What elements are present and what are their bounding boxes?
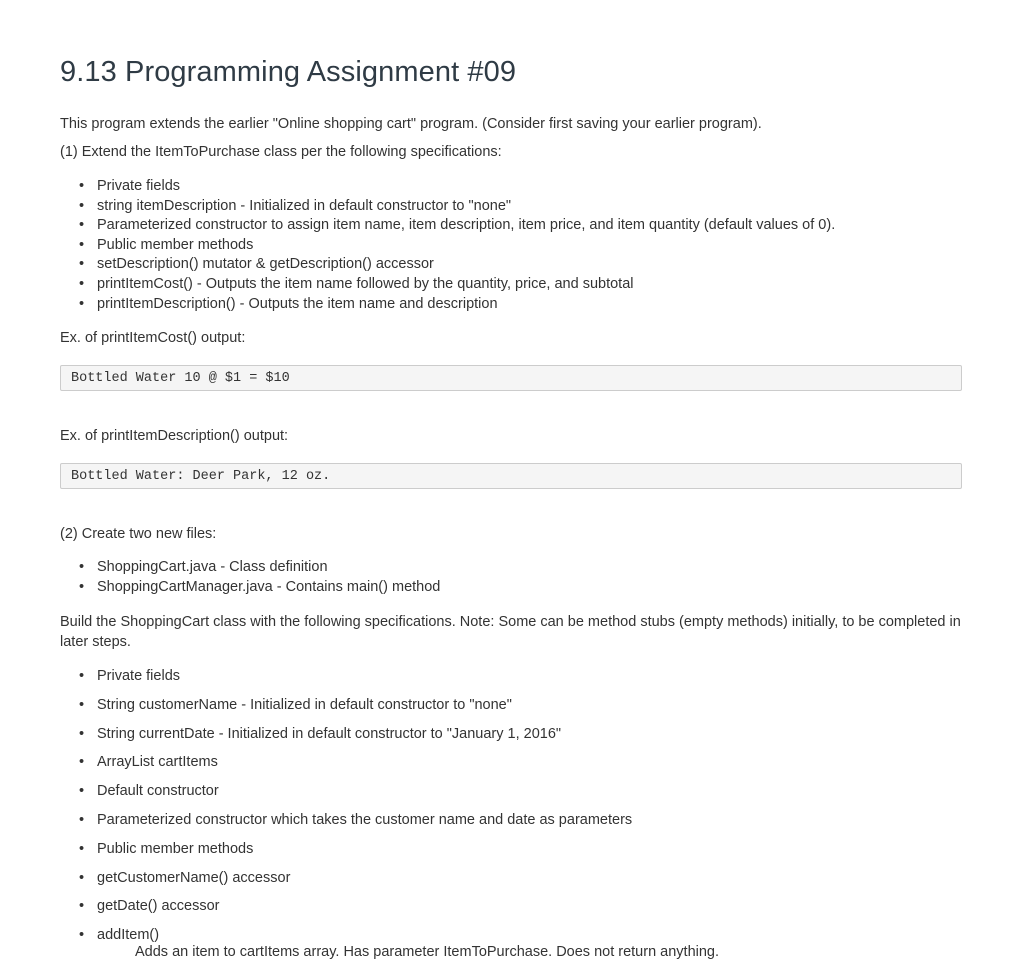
list-item: • String currentDate - Initialized in default constructor to "January 1, 2016": [60, 724, 964, 753]
list-item: • Private fields: [60, 666, 964, 695]
list-item: • ShoppingCartManager.java - Contains main() method: [60, 578, 964, 598]
intro-paragraph: This program extends the earlier "Online shopping cart" program. (Consider first saving your earlier program).: [60, 116, 762, 132]
list-item: • string itemDescription - Initialized in default constructor to "none": [60, 197, 964, 217]
list-item: • ArrayList cartItems: [60, 752, 964, 781]
build-paragraph: Build the ShoppingCart class with the following specifications. Note: Some can be method stubs (empty methods) initially, to be completed in later steps.: [60, 614, 961, 650]
list-item: • Public member methods: [60, 839, 964, 868]
example1-label: Ex. of printItemCost() output:: [60, 330, 246, 346]
page-title: 9.13 Programming Assignment #09: [60, 56, 517, 88]
list-item: • setDescription() mutator & getDescription() accessor: [60, 255, 964, 275]
list-item: • Parameterized constructor to assign item name, item description, item price, and item quantity (default values of 0).: [60, 216, 964, 236]
step2-file-list: [60, 558, 964, 597]
list-item: • ShoppingCart.java - Class definition: [60, 558, 964, 578]
list-item: • Parameterized constructor which takes the customer name and date as parameters: [60, 810, 964, 839]
example2-label: Ex. of printItemDescription() output:: [60, 428, 289, 444]
example2-code-block: Bottled Water: Deer Park, 12 oz.: [60, 463, 962, 489]
cut-off-sub-item: Adds an item to cartItems array. Has parameter ItemToPurchase. Does not return anything.: [135, 944, 720, 960]
list-item: • getDate() accessor: [60, 896, 964, 925]
list-item: • addItem(): [60, 925, 964, 954]
list-item: • Private fields: [60, 177, 964, 197]
list-item: • Default constructor: [60, 781, 964, 810]
shoppingcart-spec-list: [60, 666, 964, 954]
list-item: • Public member methods: [60, 236, 964, 256]
example1-code-block: Bottled Water 10 @ $1 = $10: [60, 365, 962, 391]
step2-heading: (2) Create two new files:: [60, 526, 217, 542]
step1-spec-list: [60, 177, 964, 314]
list-item: • printItemDescription() - Outputs the item name and description: [60, 295, 964, 315]
step1-heading: (1) Extend the ItemToPurchase class per the following specifications:: [60, 144, 502, 160]
list-item: • String customerName - Initialized in default constructor to "none": [60, 695, 964, 724]
list-item: • printItemCost() - Outputs the item name followed by the quantity, price, and subtotal: [60, 275, 964, 295]
list-item: • getCustomerName() accessor: [60, 868, 964, 897]
